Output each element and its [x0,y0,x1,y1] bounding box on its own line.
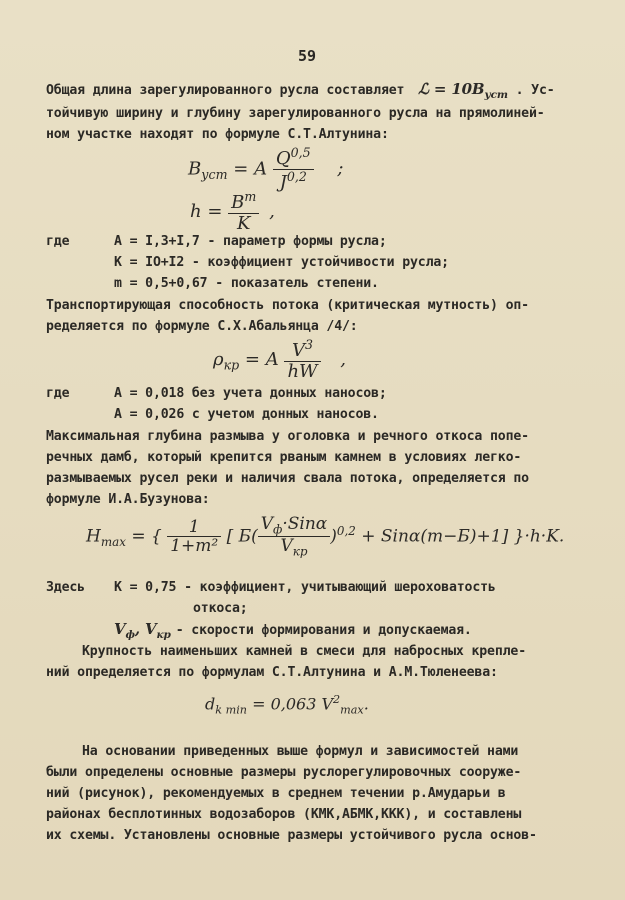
formula-part: B [188,158,202,180]
text-line: Крупность наименьших камней в смеси для набросных крепле- [82,644,527,659]
formula-sub: уст [201,166,228,182]
formula-sup: 0,2 [286,168,307,184]
text-line: Максимальная глубина размыва у оголовка и речного откоса попе- [46,429,529,444]
where-label: где [46,386,70,401]
formula-part: Q [275,148,291,169]
formula-part: + Sinα(m−Б)+1] }·h·K. [361,526,565,547]
formula-part: ρ [213,348,224,370]
text-line: На основании приведенных выше формул и зависимостей нами [82,744,519,759]
formula-part: = A [233,158,268,180]
formula-sup: 3 [305,337,314,352]
text-line: Транспортирующая способность потока (критическая мутность) оп- [46,298,529,313]
formula-sub: max [340,703,364,717]
formula-hmax [86,515,564,559]
formula-part: hW [287,360,318,382]
text-line: ределяется по формуле С.Х.Абальянца /4/: [46,319,358,334]
formula-part: K [237,212,251,234]
where-item: A = 0,018 без учета донных наносов; [114,386,387,401]
formula-part: V [260,514,274,534]
text-line: формуле И.А.Бузунова: [46,492,210,507]
formula-part: V [280,536,293,557]
formula-sup: 0,5 [290,145,311,160]
text-span: . Ус- [515,83,555,98]
formula-fraction [228,190,259,234]
formula-text: ℒ = 10B [418,80,485,98]
formula-sub: k min [215,703,247,717]
formula-part: , [134,620,145,638]
formula-part: d [205,694,216,714]
where-item: K = 0,75 - коэффициент, учитывающий шероховатость [114,580,496,595]
where-item: K = IO+I2 - коэффициент устойчивости русла; [114,255,449,270]
formula-sub: уст [484,89,508,101]
text-span: - скорости формирования и допускаемая. [175,623,472,638]
formula-d [205,693,369,717]
formula-part: = A [244,348,279,370]
formula-sub: ф [125,629,135,641]
text-line [46,80,594,106]
text-line: районах бесплотинных водозаборов (КМК,АБМК,ККК), и составлены [46,807,522,822]
formula-sub: кр [292,544,308,559]
text-span: Общая длина зарегулированного русла составляет [46,83,405,98]
formula-part: H [86,526,101,547]
formula-part: , [269,200,275,222]
formula-rho [213,338,346,382]
page-number: 59 [298,47,317,65]
text-line: ний определяется по формулам С.Т.Алтунина и А.М.Тюленеева: [46,665,498,680]
formula-fraction [167,518,221,556]
formula-part: V [144,620,157,638]
formula-fraction [258,515,331,559]
where-item: откоса; [193,601,248,616]
formula-part: , [340,348,347,370]
formula-part: ·Sinα [282,514,328,534]
formula-part: h = [190,200,223,222]
where-label: где [46,234,70,249]
formula-part: 1+m² [170,536,219,557]
formula-sup: 0,2 [336,523,356,538]
inline-formula [114,620,176,641]
text-line: речных дамб, который крепится рваным камнем в условиях легко- [46,450,522,465]
formula-part: = { [131,526,162,547]
formula-part: J [279,171,287,193]
where-item: A = 0,026 с учетом донных наносов. [114,407,379,422]
formula-part: [ Б( [226,526,258,547]
text-line: ном участке находят по формуле С.Т.Алтунина: [46,127,389,142]
formula-part: . [363,694,369,714]
formula-sup: 2 [333,693,341,706]
formula-fraction [284,338,320,382]
text-line: размываемых русел реки и наличия свала потока, определяется по [46,471,529,486]
where-label: Здесь [46,580,85,595]
formula-part: ) [330,526,337,547]
formula-sub: кр [223,357,240,373]
text-line: ний (рисунок), рекомендуемых в среднем течении р.Амударьи в [46,786,506,801]
formula-b-ust [188,146,343,193]
formula-sub: ф [273,522,283,537]
where-item: A = I,3+I,7 - параметр формы русла; [114,234,387,249]
formula-part: V [292,340,305,361]
formula-sub: max [100,534,126,549]
formula-fraction [273,146,314,193]
inline-formula [418,80,508,101]
text-line: были определены основные размеры руслорегулировочных сооруже- [46,765,522,780]
text-line: тойчивую ширину и глубину зарегулированного русла на прямолиней- [46,106,545,121]
where-item: m = 0,5+0,67 - показатель степени. [114,276,379,291]
formula-part: ; [337,158,344,180]
formula-sup: m [244,189,257,204]
formula-h [190,190,275,234]
formula-sub: кр [156,629,171,641]
formula-part: 1 [167,518,221,538]
formula-part: B [231,192,245,213]
formula-part: = 0,063 V [252,694,334,714]
text-line: их схемы. Установлены основные размеры устойчивого русла основ- [46,828,537,843]
formula-part: V [114,620,126,638]
